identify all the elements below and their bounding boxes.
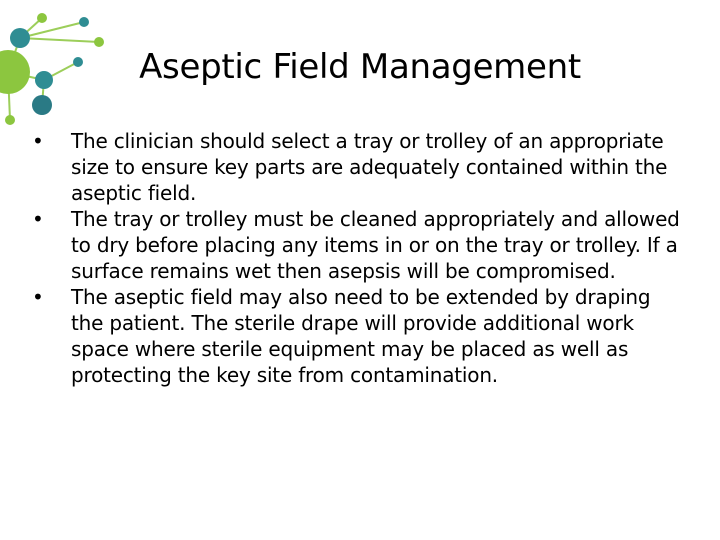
bullet-text: The tray or trolley must be cleaned appropriately and allowed to dry before placing any items in or on the tray or trolley. If a surface remains wet then asepsis will be compromised.	[71, 207, 680, 283]
molecule-dot	[73, 57, 83, 67]
molecule-dot	[37, 13, 47, 23]
bullet-item	[32, 206, 682, 284]
bullet-marker: •	[32, 129, 44, 153]
bullet-marker: •	[32, 285, 44, 309]
slide-title: Aseptic Field Management	[139, 47, 581, 87]
molecule-dot	[10, 28, 30, 48]
bullet-marker: •	[32, 207, 44, 231]
molecule-dot	[35, 71, 53, 89]
molecule-dot	[0, 50, 30, 94]
molecule-dot	[5, 115, 15, 125]
molecule-dot	[79, 17, 89, 27]
bullet-text: The clinician should select a tray or trolley of an appropriate size to ensure key parts are adequately contained within the aseptic field.	[71, 129, 668, 205]
bullet-text: The aseptic field may also need to be extended by draping the patient. The sterile drape will provide additional work space where sterile equipment may be placed as well as protecting the key site from contamination.	[71, 285, 651, 387]
bullet-item	[32, 128, 682, 206]
molecule-dot	[94, 37, 104, 47]
bullet-list	[32, 128, 682, 388]
bullet-item	[32, 284, 682, 388]
molecule-dot	[32, 95, 52, 115]
molecule-network-icon	[0, 0, 120, 130]
